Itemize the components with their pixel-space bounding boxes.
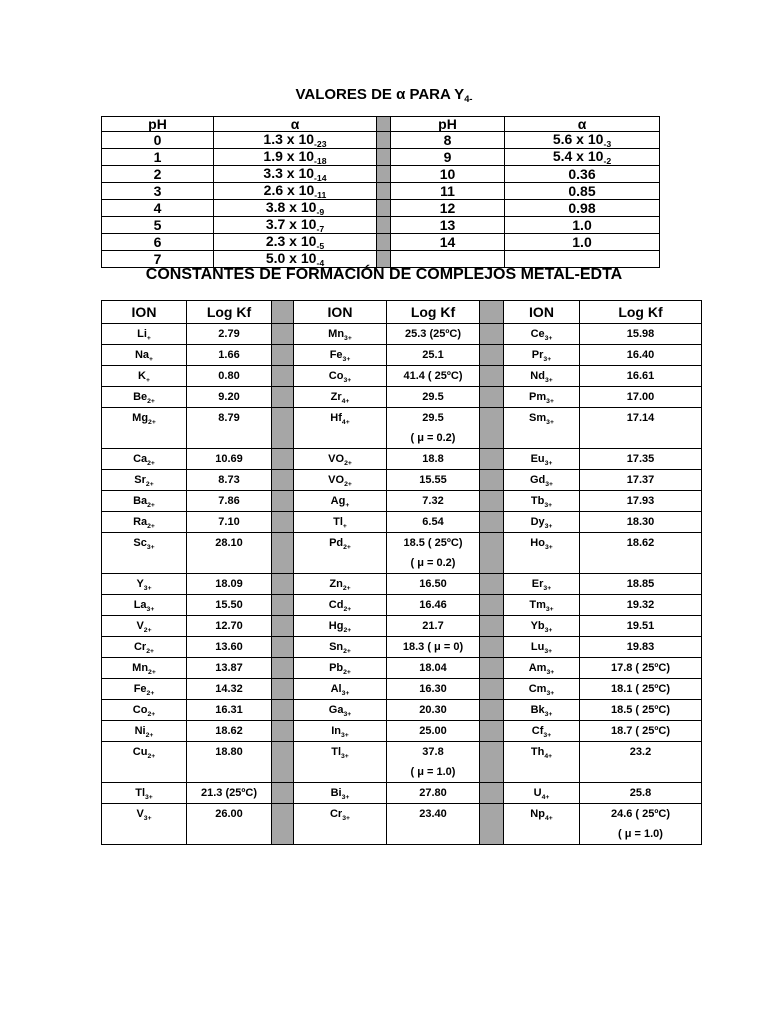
ion-cell: $Al_{3+}$ xyxy=(294,679,387,700)
kf-table xyxy=(101,300,702,845)
log-kf-cell: 41.4 ( 25ºC) xyxy=(387,366,480,387)
ion-cell: $Pb_{2+}$ xyxy=(294,658,387,679)
column-header: Log Kf xyxy=(387,301,480,324)
table-row xyxy=(102,679,702,700)
separator xyxy=(272,658,294,679)
log-kf-cell: 15.98 xyxy=(580,324,702,345)
log-kf-cell: 18.1 ( 25ºC) xyxy=(580,679,702,700)
separator xyxy=(480,387,504,408)
log-kf-cell: 25.00 xyxy=(387,721,480,742)
table-row xyxy=(102,804,702,845)
alpha-cell: 1.9 x $10_{-18}$ xyxy=(214,149,377,166)
ion-cell: $Gd_{3+}$ xyxy=(504,470,580,491)
separator xyxy=(377,149,391,166)
column-header: ION xyxy=(294,301,387,324)
table-row xyxy=(102,512,702,533)
log-kf-cell: 18.5 ( 25ºC) ( μ = 0.2) xyxy=(387,533,480,574)
ph-cell: 9 xyxy=(391,149,505,166)
separator xyxy=(480,533,504,574)
table-row xyxy=(102,251,660,268)
ion-cell: $Bi_{3+}$ xyxy=(294,783,387,804)
log-kf-cell: 24.6 ( 25ºC) ( μ = 1.0) xyxy=(580,804,702,845)
ion-cell: $VO_{2+}$ xyxy=(294,470,387,491)
log-kf-cell: 23.2 xyxy=(580,742,702,783)
separator xyxy=(377,132,391,149)
alpha-cell: 0.98 xyxy=(505,200,660,217)
ion-cell: $Tl_+$ xyxy=(294,512,387,533)
alpha-cell: 3.3 x $10_{-14}$ xyxy=(214,166,377,183)
table-row xyxy=(102,721,702,742)
log-kf-cell: 18.85 xyxy=(580,574,702,595)
table-row xyxy=(102,449,702,470)
table-row xyxy=(102,183,660,200)
separator xyxy=(272,700,294,721)
table-row xyxy=(102,345,702,366)
log-kf-cell: 26.00 xyxy=(187,804,272,845)
log-kf-cell: 18.62 xyxy=(580,533,702,574)
ion-cell: $Th_{4+}$ xyxy=(504,742,580,783)
log-kf-cell: 13.60 xyxy=(187,637,272,658)
column-header: Log Kf xyxy=(580,301,702,324)
ph-cell: 5 xyxy=(102,217,214,234)
ion-cell: $Pm_{3+}$ xyxy=(504,387,580,408)
alpha-table xyxy=(101,116,660,268)
table-row xyxy=(102,200,660,217)
ion-cell: $Sr_{2+}$ xyxy=(102,470,187,491)
ion-cell: $Mg_{2+}$ xyxy=(102,408,187,449)
separator xyxy=(377,117,391,132)
log-kf-cell: 17.00 xyxy=(580,387,702,408)
ion-cell: $Pr_{3+}$ xyxy=(504,345,580,366)
separator xyxy=(272,491,294,512)
alpha-cell: 1.0 xyxy=(505,234,660,251)
ion-cell: $Fe_{3+}$ xyxy=(294,345,387,366)
ion-cell: $Fe_{2+}$ xyxy=(102,679,187,700)
table-row xyxy=(102,387,702,408)
log-kf-cell: 15.50 xyxy=(187,595,272,616)
ion-cell: $U_{4+}$ xyxy=(504,783,580,804)
ion-cell: $Yb_{3+}$ xyxy=(504,616,580,637)
ion-cell: $Tl_{3+}$ xyxy=(102,783,187,804)
log-kf-cell: 17.8 ( 25ºC) xyxy=(580,658,702,679)
log-kf-cell: 25.1 xyxy=(387,345,480,366)
table-row xyxy=(102,658,702,679)
ion-cell: $Bk_{3+}$ xyxy=(504,700,580,721)
log-kf-cell: 17.14 xyxy=(580,408,702,449)
log-kf-cell: 8.73 xyxy=(187,470,272,491)
log-kf-cell: 18.3 ( μ = 0) xyxy=(387,637,480,658)
separator xyxy=(480,512,504,533)
ion-cell: $Tl_{3+}$ xyxy=(294,742,387,783)
column-header: pH xyxy=(391,117,505,132)
ion-cell: $Mn_{2+}$ xyxy=(102,658,187,679)
separator xyxy=(480,366,504,387)
table-row xyxy=(102,408,702,449)
alpha-cell: 3.7 x $10_{-7}$ xyxy=(214,217,377,234)
alpha-cell: 1.0 xyxy=(505,217,660,234)
separator xyxy=(272,679,294,700)
table-row xyxy=(102,742,702,783)
ion-cell: $Nd_{3+}$ xyxy=(504,366,580,387)
table-row xyxy=(102,217,660,234)
log-kf-cell: 16.50 xyxy=(387,574,480,595)
ion-cell: $Hf_{4+}$ xyxy=(294,408,387,449)
ph-cell: 14 xyxy=(391,234,505,251)
log-kf-cell: 7.10 xyxy=(187,512,272,533)
table-row xyxy=(102,533,702,574)
separator xyxy=(480,742,504,783)
log-kf-cell: 29.5 ( μ = 0.2) xyxy=(387,408,480,449)
alpha-header-row xyxy=(102,117,660,132)
log-kf-cell: 18.8 xyxy=(387,449,480,470)
alpha-cell: 1.3 x $10_{-23}$ xyxy=(214,132,377,149)
table-row xyxy=(102,324,702,345)
ph-cell: 10 xyxy=(391,166,505,183)
ion-cell: $Cm_{3+}$ xyxy=(504,679,580,700)
ion-cell: $Ho_{3+}$ xyxy=(504,533,580,574)
ion-cell: $Cr_{2+}$ xyxy=(102,637,187,658)
ph-cell: 12 xyxy=(391,200,505,217)
log-kf-cell: 21.3 (25ºC) xyxy=(187,783,272,804)
separator xyxy=(480,616,504,637)
log-kf-cell: 0.80 xyxy=(187,366,272,387)
log-kf-cell: 1.66 xyxy=(187,345,272,366)
column-header: pH xyxy=(102,117,214,132)
log-kf-cell: 18.5 ( 25ºC) xyxy=(580,700,702,721)
log-kf-cell: 16.30 xyxy=(387,679,480,700)
log-kf-cell: 18.04 xyxy=(387,658,480,679)
separator xyxy=(272,324,294,345)
log-kf-cell: 18.30 xyxy=(580,512,702,533)
table-row xyxy=(102,166,660,183)
ion-cell: $Y_{3+}$ xyxy=(102,574,187,595)
ph-cell: 8 xyxy=(391,132,505,149)
log-kf-cell: 7.86 xyxy=(187,491,272,512)
ion-cell: $La_{3+}$ xyxy=(102,595,187,616)
log-kf-cell: 7.32 xyxy=(387,491,480,512)
log-kf-cell: 25.3 (25ºC) xyxy=(387,324,480,345)
log-kf-cell: 23.40 xyxy=(387,804,480,845)
separator xyxy=(272,387,294,408)
separator xyxy=(480,345,504,366)
ion-cell: $Ga_{3+}$ xyxy=(294,700,387,721)
ion-cell: $Na_+$ xyxy=(102,345,187,366)
ion-cell: $Be_{2+}$ xyxy=(102,387,187,408)
table-row xyxy=(102,234,660,251)
kf-table-title: CONSTANTES DE FORMACIÓN DE COMPLEJOS METAL-EDTA xyxy=(145,266,623,283)
separator xyxy=(272,616,294,637)
ion-cell: $Dy_{3+}$ xyxy=(504,512,580,533)
separator xyxy=(480,595,504,616)
separator xyxy=(377,217,391,234)
ion-cell: $Co_{3+}$ xyxy=(294,366,387,387)
separator xyxy=(272,783,294,804)
ion-cell: $Cf_{3+}$ xyxy=(504,721,580,742)
ion-cell: $Tm_{3+}$ xyxy=(504,595,580,616)
log-kf-cell: 17.37 xyxy=(580,470,702,491)
ion-cell: $V_{2+}$ xyxy=(102,616,187,637)
ion-cell: $VO_{2+}$ xyxy=(294,449,387,470)
ion-cell: $Hg_{2+}$ xyxy=(294,616,387,637)
log-kf-cell: 12.70 xyxy=(187,616,272,637)
ion-cell: $Np_{4+}$ xyxy=(504,804,580,845)
alpha-cell: 2.6 x $10_{-11}$ xyxy=(214,183,377,200)
separator xyxy=(480,658,504,679)
separator xyxy=(377,251,391,268)
log-kf-cell: 20.30 xyxy=(387,700,480,721)
ion-cell: $Pd_{2+}$ xyxy=(294,533,387,574)
separator xyxy=(272,574,294,595)
ph-cell: 6 xyxy=(102,234,214,251)
log-kf-cell: 28.10 xyxy=(187,533,272,574)
log-kf-cell: 9.20 xyxy=(187,387,272,408)
separator xyxy=(480,324,504,345)
ion-cell: $Lu_{3+}$ xyxy=(504,637,580,658)
ion-cell: $Cd_{2+}$ xyxy=(294,595,387,616)
separator xyxy=(377,166,391,183)
table-row xyxy=(102,366,702,387)
ion-cell: $V_{3+}$ xyxy=(102,804,187,845)
separator xyxy=(272,533,294,574)
log-kf-cell: 27.80 xyxy=(387,783,480,804)
separator xyxy=(480,470,504,491)
log-kf-cell: 19.32 xyxy=(580,595,702,616)
table-row xyxy=(102,595,702,616)
separator xyxy=(480,491,504,512)
alpha-cell: 2.3 x $10_{-5}$ xyxy=(214,234,377,251)
separator xyxy=(272,301,294,324)
log-kf-cell: 14.32 xyxy=(187,679,272,700)
table-row xyxy=(102,491,702,512)
ph-cell: 7 xyxy=(102,251,214,268)
log-kf-cell: 29.5 xyxy=(387,387,480,408)
ph-cell: 11 xyxy=(391,183,505,200)
separator xyxy=(480,679,504,700)
log-kf-cell: 2.79 xyxy=(187,324,272,345)
log-kf-cell: 21.7 xyxy=(387,616,480,637)
separator xyxy=(377,183,391,200)
ph-cell: 0 xyxy=(102,132,214,149)
table-row xyxy=(102,470,702,491)
separator xyxy=(272,512,294,533)
separator xyxy=(272,449,294,470)
ion-cell: $Cu_{2+}$ xyxy=(102,742,187,783)
column-header: α xyxy=(214,117,377,132)
separator xyxy=(272,595,294,616)
log-kf-cell: 19.51 xyxy=(580,616,702,637)
ion-cell: $Ca_{2+}$ xyxy=(102,449,187,470)
log-kf-cell: 18.09 xyxy=(187,574,272,595)
log-kf-cell: 18.7 ( 25ºC) xyxy=(580,721,702,742)
ion-cell: $Zr_{4+}$ xyxy=(294,387,387,408)
alpha-cell: 5.0 x $10_{-4}$ xyxy=(214,251,377,268)
separator xyxy=(272,721,294,742)
ion-cell: $Mn_{3+}$ xyxy=(294,324,387,345)
column-header: Log Kf xyxy=(187,301,272,324)
log-kf-cell: 17.35 xyxy=(580,449,702,470)
table-row xyxy=(102,700,702,721)
ph-cell xyxy=(391,251,505,268)
alpha-table-title: VALORES DE α PARA $Y_{4-}$ xyxy=(295,86,473,104)
table-row xyxy=(102,574,702,595)
ion-cell: $Ce_{3+}$ xyxy=(504,324,580,345)
separator xyxy=(377,200,391,217)
log-kf-cell: 37.8 ( μ = 1.0) xyxy=(387,742,480,783)
separator xyxy=(272,345,294,366)
ion-cell: $Ag_+$ xyxy=(294,491,387,512)
ion-cell: $Li_+$ xyxy=(102,324,187,345)
log-kf-cell: 6.54 xyxy=(387,512,480,533)
ion-cell: $Sm_{3+}$ xyxy=(504,408,580,449)
alpha-cell xyxy=(505,251,660,268)
separator xyxy=(272,637,294,658)
log-kf-cell: 15.55 xyxy=(387,470,480,491)
ion-cell: $Eu_{3+}$ xyxy=(504,449,580,470)
separator xyxy=(480,408,504,449)
ph-cell: 1 xyxy=(102,149,214,166)
ion-cell: $Ba_{2+}$ xyxy=(102,491,187,512)
separator xyxy=(480,783,504,804)
separator xyxy=(272,470,294,491)
separator xyxy=(272,804,294,845)
log-kf-cell: 18.62 xyxy=(187,721,272,742)
separator xyxy=(480,721,504,742)
separator xyxy=(272,742,294,783)
column-header: ION xyxy=(504,301,580,324)
ion-cell: $Er_{3+}$ xyxy=(504,574,580,595)
log-kf-cell: 19.83 xyxy=(580,637,702,658)
kf-header-row xyxy=(102,301,702,324)
ion-cell: $Zn_{2+}$ xyxy=(294,574,387,595)
alpha-cell: 5.6 x $10_{-3}$ xyxy=(505,132,660,149)
log-kf-cell: 8.79 xyxy=(187,408,272,449)
separator xyxy=(480,301,504,324)
separator xyxy=(480,449,504,470)
ion-cell: $In_{3+}$ xyxy=(294,721,387,742)
table-row xyxy=(102,616,702,637)
separator xyxy=(480,574,504,595)
alpha-cell: 5.4 x $10_{-2}$ xyxy=(505,149,660,166)
alpha-cell: 3.8 x $10_{-9}$ xyxy=(214,200,377,217)
ion-cell: $Tb_{3+}$ xyxy=(504,491,580,512)
table-row xyxy=(102,637,702,658)
ion-cell: $Sc_{3+}$ xyxy=(102,533,187,574)
column-header: ION xyxy=(102,301,187,324)
table-row xyxy=(102,132,660,149)
table-row xyxy=(102,149,660,166)
log-kf-cell: 17.93 xyxy=(580,491,702,512)
ion-cell: $Ra_{2+}$ xyxy=(102,512,187,533)
log-kf-cell: 18.80 xyxy=(187,742,272,783)
log-kf-cell: 16.31 xyxy=(187,700,272,721)
separator xyxy=(377,234,391,251)
log-kf-cell: 13.87 xyxy=(187,658,272,679)
ph-cell: 13 xyxy=(391,217,505,234)
separator xyxy=(480,804,504,845)
ion-cell: $Sn_{2+}$ xyxy=(294,637,387,658)
table-row xyxy=(102,783,702,804)
ion-cell: $Co_{2+}$ xyxy=(102,700,187,721)
log-kf-cell: 16.46 xyxy=(387,595,480,616)
log-kf-cell: 16.61 xyxy=(580,366,702,387)
separator xyxy=(480,700,504,721)
log-kf-cell: 10.69 xyxy=(187,449,272,470)
log-kf-cell: 16.40 xyxy=(580,345,702,366)
ph-cell: 2 xyxy=(102,166,214,183)
ion-cell: $Cr_{3+}$ xyxy=(294,804,387,845)
ion-cell: $Ni_{2+}$ xyxy=(102,721,187,742)
separator xyxy=(272,408,294,449)
column-header: α xyxy=(505,117,660,132)
ph-cell: 3 xyxy=(102,183,214,200)
ion-cell: $K_+$ xyxy=(102,366,187,387)
separator xyxy=(480,637,504,658)
alpha-cell: 0.36 xyxy=(505,166,660,183)
log-kf-cell: 25.8 xyxy=(580,783,702,804)
separator xyxy=(272,366,294,387)
ph-cell: 4 xyxy=(102,200,214,217)
ion-cell: $Am_{3+}$ xyxy=(504,658,580,679)
alpha-cell: 0.85 xyxy=(505,183,660,200)
